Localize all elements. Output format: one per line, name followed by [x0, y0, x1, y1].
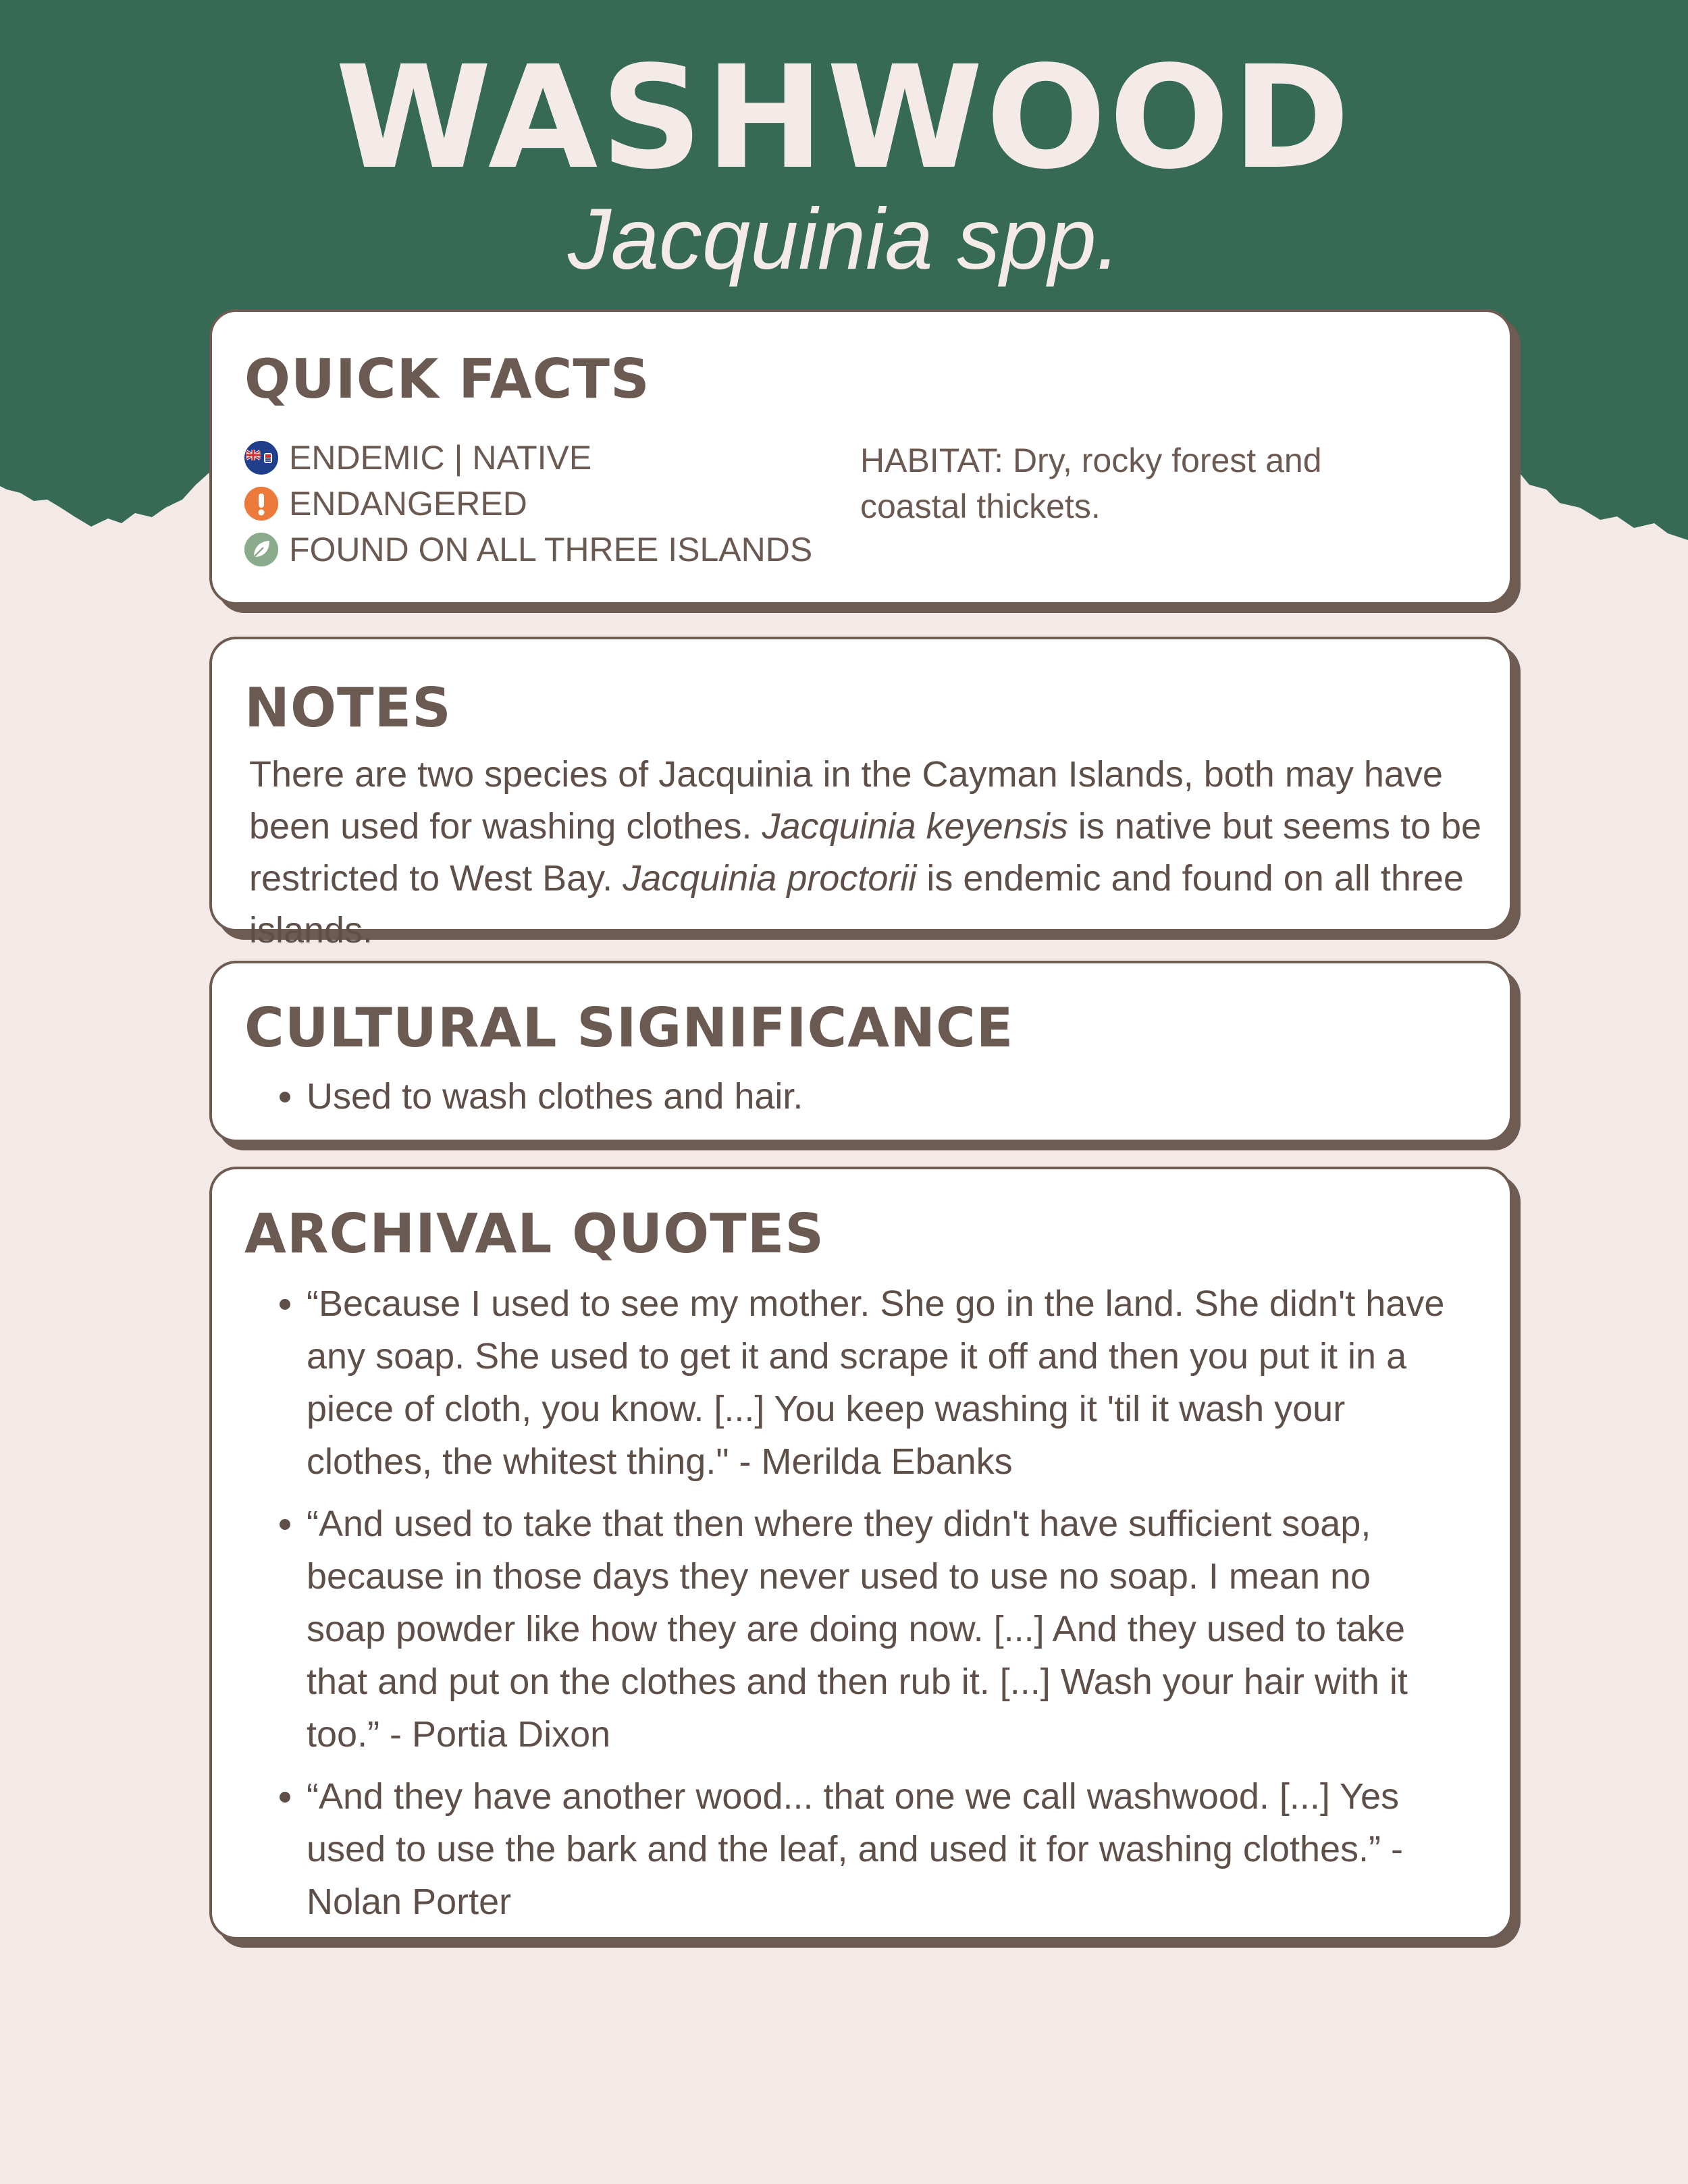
quick-facts-heading: QUICK FACTS — [244, 348, 650, 410]
archival-quotes-heading: ARCHIVAL QUOTES — [244, 1202, 824, 1265]
facts-list — [244, 435, 812, 572]
exclamation-icon — [244, 487, 278, 521]
notes-heading: NOTES — [244, 676, 452, 739]
list-item: Used to wash clothes and hair. — [212, 1070, 803, 1123]
quote-item: “Because I used to see my mother. She go in the land. She didn't have any soap. She used to get it and scrape it off and then you put it in a piece of cloth, you know. [...] You keep washing it 'til it wash your clothes, the whitest thing." - Merilda Ebanks — [212, 1277, 1454, 1488]
fact-islands — [244, 527, 812, 572]
leaf-icon — [244, 533, 278, 566]
quick-facts-card — [209, 309, 1512, 605]
cayman-flag-icon — [244, 441, 278, 475]
notes-text-part: is endemic and found on all three islands. — [249, 858, 1464, 951]
fact-endangered — [244, 481, 812, 527]
cultural-significance-heading: CULTURAL SIGNIFICANCE — [244, 996, 1014, 1059]
fact-endemic — [244, 435, 812, 481]
scientific-name: Jacquinia spp. — [567, 191, 1121, 288]
species-name: Jacquinia keyensis — [762, 806, 1068, 847]
notes-text — [249, 749, 1492, 957]
fact-label: ENDEMIC | NATIVE — [289, 439, 592, 477]
habitat-text: HABITAT: Dry, rocky forest and coastal thickets. — [860, 442, 1322, 525]
archival-quotes-card — [209, 1167, 1512, 1940]
species-name: Jacquinia proctorii — [623, 858, 917, 899]
notes-card — [209, 637, 1512, 951]
quotes-list — [212, 1277, 1454, 1938]
page-title: WASHWOOD — [335, 35, 1353, 201]
fact-label: FOUND ON ALL THREE ISLANDS — [289, 531, 813, 568]
cultural-significance-card — [209, 961, 1512, 1142]
notes-text-part: There are two species of Jacquinia in the Cayman Islands, both may have been used for washing clothes. — [249, 754, 1443, 847]
cultural-list — [212, 1070, 803, 1123]
fact-label: ENDANGERED — [289, 485, 527, 523]
quote-item: “And they have another wood... that one we call washwood. [...] Yes used to use the bark and the leaf, and used it for washing clothes.” - Nolan Porter — [212, 1770, 1454, 1928]
notes-text-part: is native but seems to be restricted to West Bay. — [249, 806, 1482, 899]
quote-item: “And used to take that then where they didn't have sufficient soap, because in those days they never used to use no soap. I mean no soap powder like how they are doing now. [...] And they used to take that and put on the clothes and then rub it. [...] Wash your hair with it too.” - Portia Dixon — [212, 1497, 1454, 1761]
